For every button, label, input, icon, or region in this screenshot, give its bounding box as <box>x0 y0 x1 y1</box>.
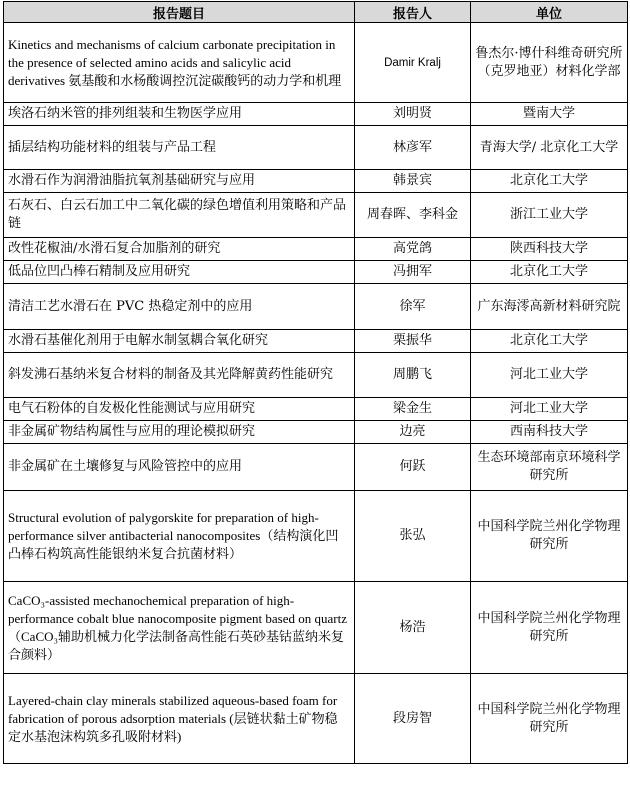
report-title: Structural evolution of palygorskite for preparation of high-performance silver antibacterial nanocomposites（结构演化凹凸棒石构筑高性能银纳米复合抗菌材料） <box>4 491 355 582</box>
report-title: 非金属矿物结构属性与应用的理论模拟研究 <box>4 421 355 444</box>
header-speaker: 报告人 <box>355 2 471 23</box>
report-speaker: 栗振华 <box>355 330 471 353</box>
report-speaker: 林彦军 <box>355 126 471 170</box>
report-speaker: 周鹏飞 <box>355 353 471 398</box>
report-speaker: 周春晖、李科金 <box>355 193 471 238</box>
report-speaker: 边亮 <box>355 421 471 444</box>
table-row <box>4 23 628 103</box>
report-speaker: 冯拥军 <box>355 261 471 284</box>
report-unit: 青海大学/ 北京化工大学 <box>471 126 628 170</box>
report-title: 插层结构功能材料的组装与产品工程 <box>4 126 355 170</box>
report-unit: 中国科学院兰州化学物理研究所 <box>471 582 628 674</box>
report-title: CaCO₃-assisted mechanochemical preparation of high-performance cobalt blue nanocomposite pigment based on quartz（CaCO₃辅助机械力化学法制备高性能石英砂基钴蓝纳米复合颜料） <box>4 582 355 674</box>
report-title: 低品位凹凸棒石精制及应用研究 <box>4 261 355 284</box>
report-title: 石灰石、白云石加工中二氧化碳的绿色增值利用策略和产品链 <box>4 193 355 238</box>
report-speaker: Damir Kralj <box>355 23 471 103</box>
report-unit: 生态环境部南京环境科学研究所 <box>471 444 628 491</box>
table-row <box>4 444 628 491</box>
table-row <box>4 353 628 398</box>
table-row <box>4 398 628 421</box>
report-title: 水滑石作为润滑油脂抗氧剂基础研究与应用 <box>4 170 355 193</box>
table-row <box>4 170 628 193</box>
report-speaker: 张弘 <box>355 491 471 582</box>
report-speaker: 何跃 <box>355 444 471 491</box>
report-unit: 陕西科技大学 <box>471 238 628 261</box>
report-title: 埃洛石纳米管的排列组装和生物医学应用 <box>4 103 355 126</box>
report-unit: 西南科技大学 <box>471 421 628 444</box>
report-unit: 暨南大学 <box>471 103 628 126</box>
report-speaker: 高党鸽 <box>355 238 471 261</box>
report-speaker: 杨浩 <box>355 582 471 674</box>
table-row <box>4 238 628 261</box>
table-row <box>4 421 628 444</box>
table-row <box>4 284 628 330</box>
table-row <box>4 582 628 674</box>
report-title: Layered-chain clay minerals stabilized aqueous-based foam for fabrication of porous adsorption materials (层链状黏土矿物稳定水基泡沫构筑多孔吸附材料) <box>4 674 355 764</box>
table-row <box>4 674 628 764</box>
header-row <box>4 2 628 23</box>
table-row <box>4 193 628 238</box>
report-title: 电气石粉体的自发极化性能测试与应用研究 <box>4 398 355 421</box>
report-speaker: 段房智 <box>355 674 471 764</box>
header-title: 报告题目 <box>4 2 355 23</box>
report-title: 清洁工艺水滑石在 PVC 热稳定剂中的应用 <box>4 284 355 330</box>
report-unit: 广东海澪高新材料研究院 <box>471 284 628 330</box>
report-unit: 中国科学院兰州化学物理研究所 <box>471 491 628 582</box>
header-unit: 单位 <box>471 2 628 23</box>
table-row <box>4 330 628 353</box>
report-speaker: 梁金生 <box>355 398 471 421</box>
table-row <box>4 491 628 582</box>
report-unit: 浙江工业大学 <box>471 193 628 238</box>
report-unit: 中国科学院兰州化学物理研究所 <box>471 674 628 764</box>
report-unit: 北京化工大学 <box>471 330 628 353</box>
table-row <box>4 103 628 126</box>
report-title: 水滑石基催化剂用于电解水制氢耦合氧化研究 <box>4 330 355 353</box>
report-title: 非金属矿在土壤修复与风险管控中的应用 <box>4 444 355 491</box>
table-row <box>4 261 628 284</box>
table-row <box>4 126 628 170</box>
report-title: 改性花椒油/水滑石复合加脂剂的研究 <box>4 238 355 261</box>
report-speaker: 韩景宾 <box>355 170 471 193</box>
report-unit: 河北工业大学 <box>471 398 628 421</box>
report-unit: 鲁杰尔·博什科维奇研究所（克罗地亚）材料化学部 <box>471 23 628 103</box>
report-title: 斜发沸石基纳米复合材料的制备及其光降解黄药性能研究 <box>4 353 355 398</box>
report-table <box>3 1 628 764</box>
report-unit: 河北工业大学 <box>471 353 628 398</box>
report-title: Kinetics and mechanisms of calcium carbonate precipitation in the presence of selected amino acids and salicylic acid derivatives 氨基酸和水杨酸调控沉淀碳酸钙的动力学和机理 <box>4 23 355 103</box>
report-speaker: 刘明贤 <box>355 103 471 126</box>
report-unit: 北京化工大学 <box>471 170 628 193</box>
report-speaker: 徐军 <box>355 284 471 330</box>
report-unit: 北京化工大学 <box>471 261 628 284</box>
